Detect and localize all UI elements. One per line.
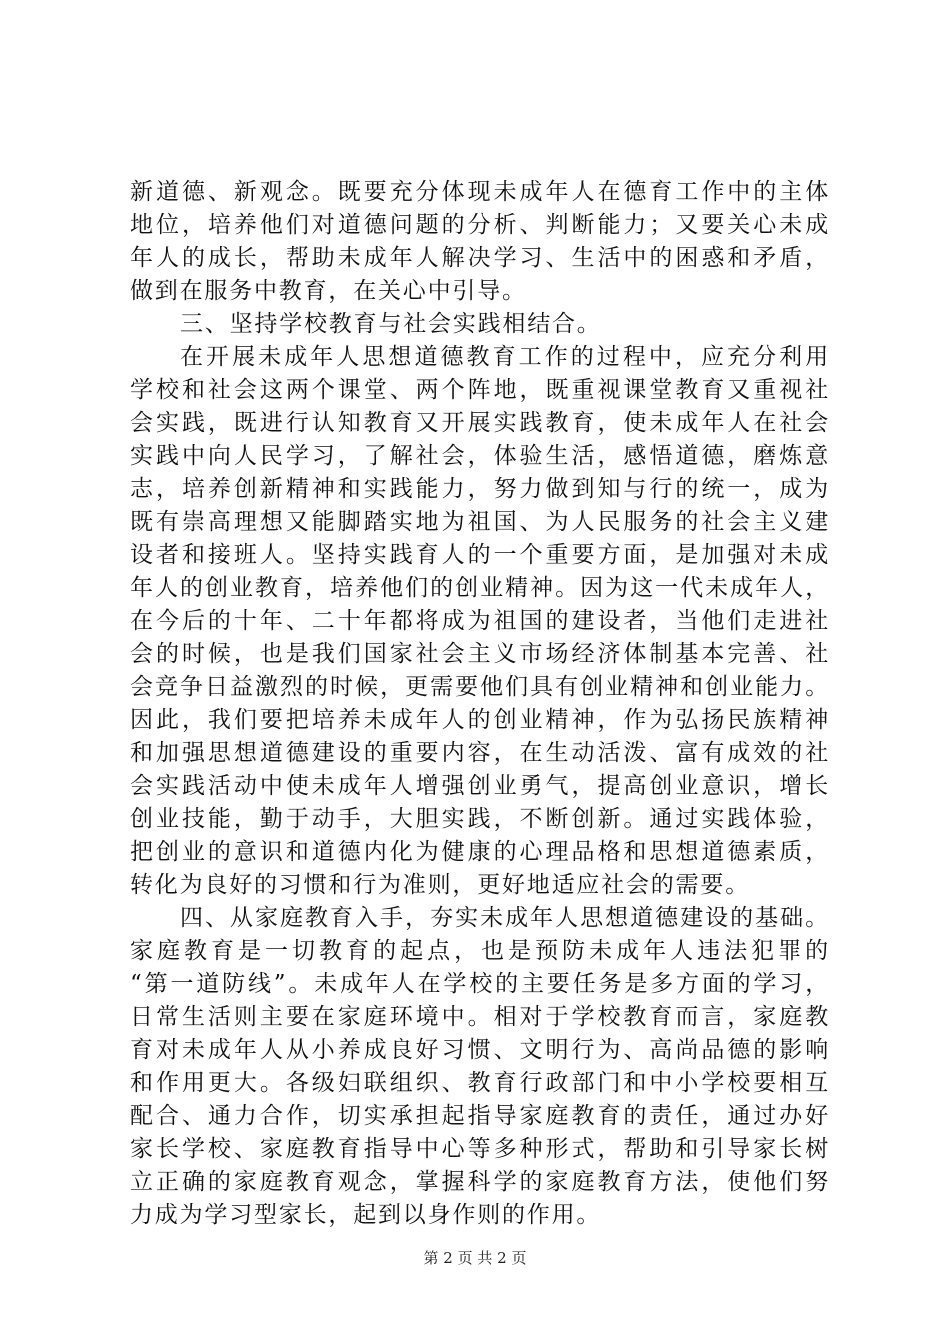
text-line: 四、从家庭教育入手，夯实未成年人思想道德建设的基础。 [180,905,830,931]
text-line: 家庭教育是一切教育的起点，也是预防未成年人违法犯罪的 [130,938,830,964]
text-line: 和加强思想道德建设的重要内容，在生动活泼、富有成效的社 [130,740,830,766]
document-body [130,176,830,1232]
text-line: 创业技能，勤于动手，大胆实践，不断创新。通过实践体验， [130,806,830,832]
text-line: 在今后的十年、二十年都将成为祖国的建设者，当他们走进社 [130,608,830,634]
text-line: 转化为良好的习惯和行为准则，更好地适应社会的需要。 [130,872,750,898]
text-line: 日常生活则主要在家庭环境中。相对于学校教育而言，家庭教 [130,1004,830,1030]
text-line: 会的时候，也是我们国家社会主义市场经济体制基本完善、社 [130,641,830,667]
text-line: 年人的成长，帮助未成年人解决学习、生活中的困惑和矛盾， [130,245,830,271]
text-line: 年人的创业教育，培养他们的创业精神。因为这一代未成年人， [130,575,830,601]
page-footer: 第 2 页 共 2 页 [423,1249,527,1267]
text-line: 既有崇高理想又能脚踏实地为祖国、为人民服务的社会主义建 [130,509,830,535]
text-line: 和作用更大。各级妇联组织、教育行政部门和中小学校要相互 [130,1070,830,1096]
text-line: 家长学校、家庭教育指导中心等多种形式，帮助和引导家长树 [130,1136,830,1162]
text-line: 志，培养创新精神和实践能力，努力做到知与行的统一，成为 [130,476,830,502]
text-line: 新道德、新观念。既要充分体现未成年人在德育工作中的主体 [130,179,830,205]
text-line: 力成为学习型家长，起到以身作则的作用。 [130,1202,602,1228]
text-line: 育对未成年人从小养成良好习惯、文明行为、高尚品德的影响 [130,1037,830,1063]
text-line: 把创业的意识和道德内化为健康的心理品格和思想道德素质， [130,839,830,865]
text-line: 会实践活动中使未成年人增强创业勇气，提高创业意识，增长 [130,773,830,799]
text-line: 在开展未成年人思想道德教育工作的过程中，应充分利用 [180,344,830,370]
text-line: “第一道防线”。未成年人在学校的主要任务是多方面的学习， [130,971,830,997]
text-line: 学校和社会这两个课堂、两个阵地，既重视课堂教育又重视社 [130,377,830,403]
text-line: 三、坚持学校教育与社会实践相结合。 [180,311,602,337]
text-line: 会竞争日益激烈的时候，更需要他们具有创业精神和创业能力。 [130,674,830,700]
text-line: 设者和接班人。坚持实践育人的一个重要方面，是加强对未成 [130,542,830,568]
text-line: 配合、通力合作，切实承担起指导家庭教育的责任，通过办好 [130,1103,830,1129]
text-line: 实践中向人民学习，了解社会，体验生活，感悟道德，磨炼意 [130,443,830,469]
text-line: 会实践，既进行认知教育又开展实践教育，使未成年人在社会 [130,410,830,436]
text-line: 做到在服务中教育，在关心中引导。 [130,278,527,304]
text-line: 因此，我们要把培养未成年人的创业精神，作为弘扬民族精神 [130,707,830,733]
text-line: 立正确的家庭教育观念，掌握科学的家庭教育方法，使他们努 [130,1169,830,1195]
text-line: 地位，培养他们对道德问题的分析、判断能力；又要关心未成 [130,212,830,238]
